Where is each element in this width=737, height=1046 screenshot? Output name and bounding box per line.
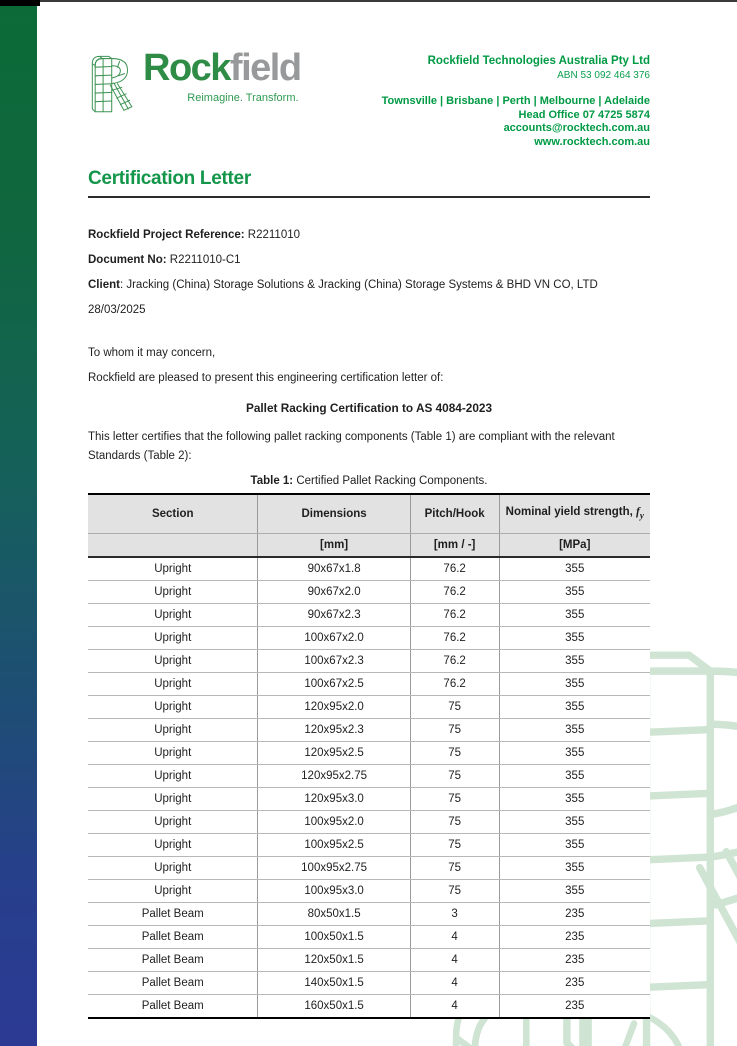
certified-components-table [88, 493, 650, 1019]
header-yield-strength [499, 494, 650, 534]
table-cell: 235 [499, 995, 650, 1019]
table-cell: Upright [88, 857, 258, 880]
table-cell: Upright [88, 719, 258, 742]
project-reference-label: Rockfield Project Reference: [88, 229, 245, 241]
table-row [88, 627, 650, 650]
table-cell: Pallet Beam [88, 995, 258, 1019]
table-row [88, 857, 650, 880]
company-name: Rockfield Technologies Australia Pty Ltd [427, 55, 650, 67]
table-cell: 75 [410, 811, 499, 834]
table-cell: 355 [499, 673, 650, 696]
table-cell: Upright [88, 696, 258, 719]
company-website[interactable]: www.rocktech.com.au [534, 135, 650, 148]
company-locations: Townsville | Brisbane | Perth | Melbourne | Adelaide [381, 95, 650, 107]
table-caption [88, 475, 650, 487]
table-cell: 75 [410, 765, 499, 788]
table-caption-label: Table 1: [250, 475, 294, 487]
header-section: Section [88, 494, 258, 534]
table-cell: 355 [499, 719, 650, 742]
document-no-line [88, 248, 650, 273]
table-cell: 100x67x2.3 [258, 650, 410, 673]
certification-title: Pallet Racking Certification to AS 4084-2023 [245, 401, 493, 415]
logo-word-field: field [229, 47, 301, 89]
table-cell: 75 [410, 719, 499, 742]
table-cell: 235 [499, 903, 650, 926]
table-cell: 120x95x3.0 [258, 788, 410, 811]
logo-tagline: Reimagine. Transform. [187, 92, 299, 104]
rockfield-logo [88, 48, 301, 149]
table-cell: Upright [88, 765, 258, 788]
table-cell: Upright [88, 627, 258, 650]
table-cell: 355 [499, 742, 650, 765]
company-contact-block [382, 48, 650, 149]
table-row [88, 903, 650, 926]
table-cell: 235 [499, 949, 650, 972]
page-top-edge [0, 0, 737, 2]
table-cell: 100x95x2.0 [258, 811, 410, 834]
table-row [88, 834, 650, 857]
table-cell: 100x67x2.5 [258, 673, 410, 696]
table-cell: 100x95x2.5 [258, 834, 410, 857]
table-cell: 355 [499, 834, 650, 857]
table-cell: 100x50x1.5 [258, 926, 410, 949]
table-cell: 120x95x2.3 [258, 719, 410, 742]
table-cell: 120x50x1.5 [258, 949, 410, 972]
table-cell: 3 [410, 903, 499, 926]
table-cell: 75 [410, 696, 499, 719]
table-cell: 355 [499, 811, 650, 834]
table-row [88, 742, 650, 765]
table-header-row [88, 494, 650, 534]
table-row [88, 880, 650, 903]
table-cell: 355 [499, 557, 650, 581]
reference-block [88, 223, 650, 323]
intro-line: Rockfield are pleased to present this engineering certification letter of: [88, 372, 444, 384]
table-cell: 90x67x2.3 [258, 604, 410, 627]
page-accent-gradient-bar [0, 0, 37, 1046]
table-cell: 4 [410, 972, 499, 995]
table-cell: 100x95x2.75 [258, 857, 410, 880]
table-cell: 4 [410, 926, 499, 949]
header-dimensions: Dimensions [258, 494, 410, 534]
table-caption-text: Certified Pallet Racking Components. [293, 475, 488, 487]
fy-symbol: f [636, 506, 640, 519]
table-cell: Pallet Beam [88, 949, 258, 972]
table-cell: 76.2 [410, 557, 499, 581]
letter-body [88, 347, 650, 487]
table-cell: Upright [88, 673, 258, 696]
table-cell: 76.2 [410, 627, 499, 650]
table-cell: 355 [499, 788, 650, 811]
client-label: Client [88, 279, 120, 291]
document-no-value: R2211010-C1 [166, 254, 241, 266]
table-cell: 90x67x2.0 [258, 581, 410, 604]
fy-subscript: y [639, 510, 644, 521]
table-cell: 120x95x2.75 [258, 765, 410, 788]
table-cell: 4 [410, 949, 499, 972]
table-cell: 76.2 [410, 581, 499, 604]
letterhead [88, 0, 650, 149]
table-cell: 75 [410, 857, 499, 880]
table-cell: 355 [499, 857, 650, 880]
header-pitch-hook: Pitch/Hook [410, 494, 499, 534]
table-row [88, 696, 650, 719]
title-divider [88, 196, 650, 198]
table-cell: 100x95x3.0 [258, 880, 410, 903]
table-cell: 355 [499, 650, 650, 673]
unit-section [88, 534, 258, 558]
table-cell: 355 [499, 696, 650, 719]
table-cell: Upright [88, 604, 258, 627]
table-row [88, 604, 650, 627]
table-cell: Upright [88, 650, 258, 673]
table-row [88, 788, 650, 811]
table-row [88, 811, 650, 834]
table-cell: 76.2 [410, 673, 499, 696]
table-cell: 100x67x2.0 [258, 627, 410, 650]
table-cell: 4 [410, 995, 499, 1019]
table-cell: Upright [88, 557, 258, 581]
client-value: : Jracking (China) Storage Solutions & Jracking (China) Storage Systems & BHD VN CO, LTD [119, 279, 598, 291]
certifies-paragraph: This letter certifies that the following pallet racking components (Table 1) are compliant with the relevant Standards (Table 2): [88, 431, 615, 462]
project-reference-line [88, 223, 650, 248]
table-cell: 75 [410, 788, 499, 811]
table-cell: Upright [88, 742, 258, 765]
table-cell: Upright [88, 880, 258, 903]
table-cell: Upright [88, 788, 258, 811]
client-line [88, 273, 650, 298]
table-cell: 90x67x1.8 [258, 557, 410, 581]
table-cell: 76.2 [410, 604, 499, 627]
salutation: To whom it may concern, [88, 347, 216, 359]
logo-word-rock: Rock [143, 47, 230, 89]
table-cell: Upright [88, 811, 258, 834]
table-cell: 235 [499, 926, 650, 949]
unit-yield-strength: [MPa] [499, 534, 650, 558]
unit-pitch-hook: [mm / -] [410, 534, 499, 558]
table-row [88, 995, 650, 1019]
table-cell: Upright [88, 581, 258, 604]
table-row [88, 926, 650, 949]
table-cell: Pallet Beam [88, 903, 258, 926]
table-row [88, 765, 650, 788]
table-cell: Pallet Beam [88, 972, 258, 995]
table-cell: 235 [499, 972, 650, 995]
rockfield-lattice-r-icon [88, 50, 134, 116]
table-row [88, 719, 650, 742]
company-abn: ABN 53 092 464 376 [557, 69, 650, 81]
table-cell: Upright [88, 834, 258, 857]
document-date: 28/03/2025 [88, 304, 146, 316]
table-cell: 355 [499, 604, 650, 627]
table-row [88, 581, 650, 604]
table-cell: 140x50x1.5 [258, 972, 410, 995]
table-row [88, 557, 650, 581]
table-row [88, 949, 650, 972]
table-units-row [88, 534, 650, 558]
table-cell: 355 [499, 627, 650, 650]
table-row [88, 972, 650, 995]
table-cell: 160x50x1.5 [258, 995, 410, 1019]
table-cell: 355 [499, 765, 650, 788]
page-top-corner [0, 0, 40, 6]
table-cell: 120x95x2.0 [258, 696, 410, 719]
unit-dimensions: [mm] [258, 534, 410, 558]
table-cell: 355 [499, 581, 650, 604]
table-cell: 75 [410, 742, 499, 765]
table-cell: 80x50x1.5 [258, 903, 410, 926]
project-reference-value: R2211010 [244, 229, 301, 241]
table-cell: Pallet Beam [88, 926, 258, 949]
logo-wordmark [143, 48, 301, 88]
table-cell: 75 [410, 834, 499, 857]
table-row [88, 650, 650, 673]
page-title: Certification Letter [88, 168, 251, 189]
table-cell: 120x95x2.5 [258, 742, 410, 765]
head-office-phone: Head Office 07 4725 5874 [518, 108, 650, 121]
table-row [88, 673, 650, 696]
document-no-label: Document No: [88, 254, 167, 266]
table-cell: 75 [410, 880, 499, 903]
header-yield-strength-text: Nominal yield strength, [505, 506, 633, 519]
table-cell: 76.2 [410, 650, 499, 673]
company-email[interactable]: accounts@rocktech.com.au [503, 122, 650, 134]
table-cell: 355 [499, 880, 650, 903]
